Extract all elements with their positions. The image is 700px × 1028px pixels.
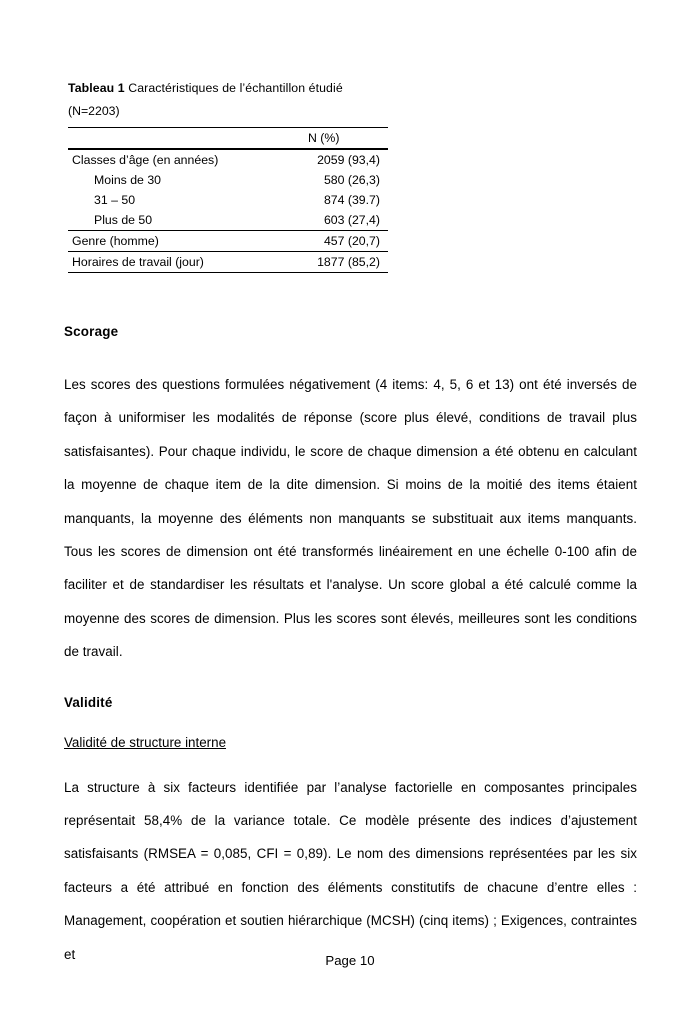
paragraph-scorage: Les scores des questions formulées négativement (4 items: 4, 5, 6 et 13) ont été inversés de façon à uniformiser les modalités de réponse (score plus élevé, conditions de travail plus satisfaisantes). Pour chaque individu, le score de chaque dimension a été obtenu en calculant la moyenne de chaque item de la dite dimension. Si moins de la moitié des items étaient manquants, la moyenne des éléments non manquants se substituait aux items manquants. Tous les scores de dimension ont été transformés linéairement en une échelle 0-100 afin de faciliter et de standardiser les résultats et l'analyse. Un score global a été calculé comme la moyenne des scores de dimension. Plus les scores sont élevés, meilleures sont les conditions de travail.	[64, 377, 637, 660]
characteristics-table	[68, 127, 388, 273]
table-caption-line2: (N=2203)	[68, 104, 120, 118]
subheading-wrap	[64, 733, 637, 753]
spacer	[64, 342, 637, 368]
table-cell-value: 580 (26,3)	[323, 173, 380, 187]
table-cell-label: Moins de 30	[94, 173, 161, 187]
table-cell-label: Genre (homme)	[68, 231, 285, 252]
table-row	[68, 190, 388, 210]
table-row	[68, 252, 388, 273]
table-cell-value: 874 (39.7)	[323, 193, 380, 207]
table-header-row	[68, 128, 388, 150]
table-row	[68, 170, 388, 190]
table-row	[68, 149, 388, 170]
heading-validite: Validité	[64, 694, 113, 710]
table-caption-label: Tableau 1	[68, 81, 125, 95]
table-header-blank	[68, 128, 285, 150]
table-row	[68, 231, 388, 252]
table-cell-label: Horaires de travail (jour)	[68, 252, 285, 273]
page-footer: Page 10	[325, 953, 375, 968]
table-cell-label: 31 – 50	[94, 193, 136, 207]
heading-scorage: Scorage	[64, 324, 119, 339]
paragraph-validite: La structure à six facteurs identifiée par l’analyse factorielle en composantes principales représentait 58,4% de la variance totale. Ce modèle présente des indices d’ajustement satisfaisants (RMSEA = 0,085, CFI = 0,89). Le nom des dimensions représentées par les six facteurs a été attribué en fonction des éléments constitutifs de chacune d’entre elles : Management, coopération et soutien hiérarchique (MCSH) (cinq items) ; Exigences, contraintes et	[64, 779, 637, 962]
table-caption	[68, 78, 398, 99]
table-cell-value: 1877 (85,2)	[285, 252, 388, 273]
document-body	[64, 322, 637, 971]
table-cell-label: Plus de 50	[94, 213, 153, 227]
table-1-block	[68, 78, 388, 273]
spacer	[64, 669, 637, 693]
table-header-n-percent: N (%)	[285, 128, 388, 150]
table-row	[68, 210, 388, 231]
spacer	[64, 753, 637, 771]
table-caption-text: Caractéristiques de l’échantillon étudié	[124, 81, 343, 95]
table-cell-label: Classes d’âge (en années)	[72, 153, 219, 167]
spacer	[64, 713, 637, 733]
table-cell-value: 457 (20,7)	[285, 231, 388, 252]
table-cell-value: 603 (27,4)	[323, 213, 380, 227]
subheading-validite-structure-interne: Validité de structure interne	[64, 734, 227, 750]
table-cell-value: 2059 (93,4)	[317, 153, 380, 167]
